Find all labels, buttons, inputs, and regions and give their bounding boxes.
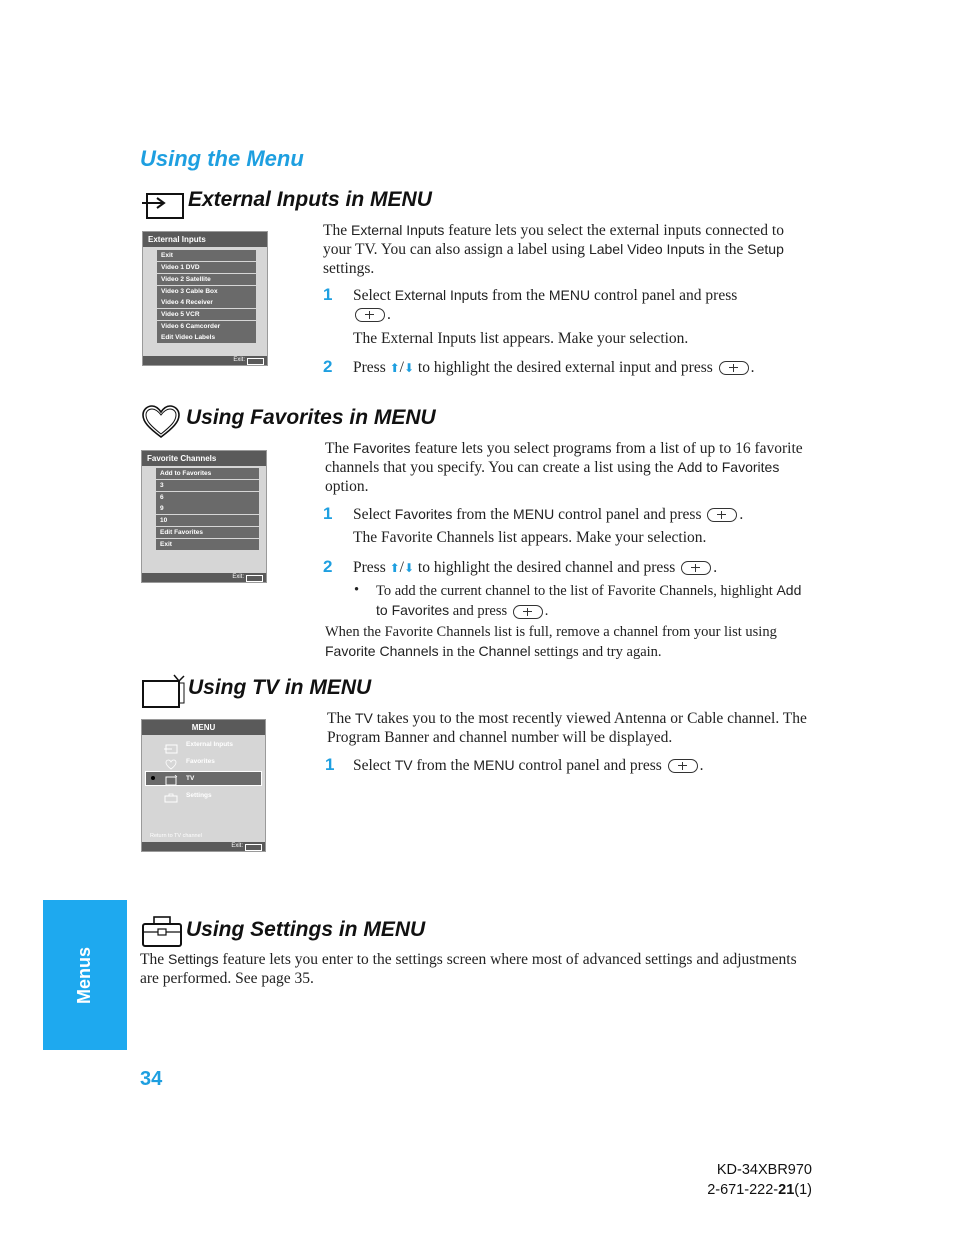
external-step1 (353, 286, 813, 324)
text: To add the current channel to the list of Favorite Channels, highlight (376, 583, 777, 599)
text: The (327, 710, 355, 727)
text: control panel and press (554, 506, 706, 523)
text: to highlight the desired channel and press (414, 559, 680, 576)
text: . (750, 359, 755, 376)
screen-item: 6 (156, 492, 259, 503)
text: . (713, 559, 718, 576)
ui-term: Add to Favorites (376, 582, 802, 618)
text: from the (452, 506, 514, 523)
toolbox-icon (141, 914, 183, 953)
screen-item: Edit Favorites (156, 527, 259, 538)
section-tab-label (43, 900, 127, 1050)
text: and press (449, 603, 511, 619)
part-number-suffix: (1) (794, 1182, 812, 1198)
screen-footer (143, 356, 267, 365)
ui-term: Favorites (352, 440, 411, 456)
ui-term: MENU (513, 506, 555, 522)
tv-small-icon (165, 773, 179, 791)
favorites-step1-note: The Favorite Channels list appears. Make your selection. (353, 529, 707, 546)
ui-term: Add to Favorites (677, 459, 780, 475)
step-number: 1 (323, 504, 333, 523)
joystick-button-icon (513, 605, 543, 619)
favorites-step2 (353, 558, 813, 578)
screen-item: Video 2 Satellite (157, 274, 256, 285)
joystick-button-icon (681, 561, 711, 575)
up-arrow-icon: ⬆ (389, 561, 400, 575)
screen-item-selected: Add to Favorites (156, 468, 259, 479)
settings-title: Using Settings in MENU (186, 918, 426, 941)
screen-header: External Inputs (143, 232, 267, 247)
favorites-step1 (353, 505, 813, 524)
screen-footer-label: Exit: (231, 843, 243, 849)
external-inputs-icon (141, 190, 185, 225)
text: Select (353, 287, 395, 304)
page-heading: Using the Menu (140, 146, 304, 171)
favorites-bullet (376, 581, 816, 621)
text: in the (704, 241, 748, 258)
text: takes you to the most recently viewed Antenna or Cable channel. The Program Banner and channel number will be displayed. (327, 710, 807, 746)
text: feature lets you enter to the settings screen where most of advanced settings and adjustments are performed. See page 35. (140, 951, 797, 987)
favorites-note (325, 623, 817, 662)
ui-term: Setup (747, 241, 784, 257)
screen-item: 3 (156, 480, 259, 491)
screen-item: Exit (157, 250, 256, 261)
text: control panel and press (590, 287, 738, 304)
screen-item: Video 5 VCR (157, 309, 256, 320)
text: . (739, 506, 744, 523)
step-number: 2 (323, 557, 333, 576)
screen-header: Favorite Channels (142, 451, 266, 466)
favorites-heart-icon (141, 404, 181, 445)
step-number: 1 (325, 755, 335, 774)
part-number-bold: 21 (778, 1182, 795, 1198)
tv-step1 (353, 756, 813, 775)
joystick-button-icon (355, 308, 385, 322)
ui-term: MENU (473, 757, 515, 773)
joystick-button-icon (668, 759, 698, 773)
menu-item-settings: Settings (186, 792, 212, 799)
menu-item-tv-highlight (145, 771, 262, 786)
text: . (699, 757, 704, 774)
screen-item: Video 3 Cable Box (157, 286, 256, 297)
ui-term: MENU (548, 287, 591, 303)
tv-icon (141, 673, 187, 714)
favorites-intro (325, 439, 815, 496)
text: The (323, 222, 351, 239)
text: / (399, 359, 404, 376)
external-step1-note: The External Inputs list appears. Make your selection. (353, 330, 689, 347)
external-inputs-screen (142, 231, 268, 366)
step-number: 2 (323, 357, 333, 376)
screen-hint: Return to TV channel (150, 833, 202, 839)
ui-term: TV (394, 757, 413, 773)
part-number-prefix: 2-671-222- (707, 1182, 779, 1198)
screen-header: MENU (142, 720, 265, 735)
joystick-button-icon (707, 508, 737, 522)
text: Select (353, 757, 395, 774)
screen-item: 10 (156, 515, 259, 526)
text: / (399, 559, 404, 576)
menu-key-icon (247, 358, 264, 365)
ui-term: Label Video Inputs (588, 241, 705, 257)
page-number: 34 (140, 1068, 163, 1090)
screen-footer-label: Exit: (233, 357, 245, 363)
text: feature lets you select the external inputs connected to your TV. You can also assign a label using (323, 222, 784, 258)
text: Select (353, 506, 395, 523)
text: When the Favorite Channels list is full, remove a channel from your list using (325, 624, 777, 640)
up-arrow-icon: ⬆ (389, 361, 400, 375)
ui-term: Channel (478, 643, 531, 659)
screen-footer (142, 842, 265, 851)
text: in the (438, 644, 479, 660)
model-info (690, 1160, 812, 1200)
text: Press (353, 559, 390, 576)
tv-intro (327, 709, 815, 747)
text: from the (488, 287, 549, 304)
step-number: 1 (323, 285, 333, 304)
favorites-screen (141, 450, 267, 583)
text: The (140, 951, 168, 968)
screen-item: Edit Video Labels (157, 332, 256, 343)
ui-term: Favorites (394, 506, 453, 522)
down-arrow-icon: ⬇ (403, 561, 415, 575)
text: feature lets you select programs from a list of up to 16 favorite channels that you specify. You can create a list using the (325, 440, 803, 476)
ui-term: External Inputs (394, 287, 489, 303)
menu-item-tv: TV (186, 775, 195, 782)
menu-key-icon (246, 575, 263, 582)
section-tab-text: Menus (74, 946, 95, 1004)
down-arrow-icon: ⬇ (403, 361, 415, 375)
text: from the (412, 757, 474, 774)
part-number (690, 1180, 812, 1200)
screen-footer-label: Exit: (232, 574, 244, 580)
text: settings and try again. (530, 644, 662, 660)
screen-footer (142, 573, 266, 582)
tv-title: Using TV in MENU (188, 676, 372, 699)
text: to highlight the desired external input and press (414, 359, 717, 376)
ui-term: Settings (167, 951, 219, 967)
menu-key-icon (245, 844, 262, 851)
favorites-title: Using Favorites in MENU (186, 406, 436, 429)
screen-item: Exit (156, 539, 259, 550)
menu-item-favorites: Favorites (186, 758, 215, 765)
external-step2 (353, 358, 813, 378)
ui-term: Favorite Channels (325, 643, 439, 659)
ui-term: TV (354, 710, 373, 726)
text: option. (325, 478, 369, 495)
external-inputs-title: External Inputs in MENU (188, 188, 432, 211)
toolbox-small-icon (164, 790, 178, 808)
text: settings. (323, 260, 375, 277)
text: . (544, 603, 549, 619)
text: Press (353, 359, 390, 376)
menu-item-external-inputs: External Inputs (186, 741, 233, 748)
screen-item: Video 6 Camcorder (157, 321, 256, 332)
model-number: KD-34XBR970 (716, 1162, 812, 1178)
bullet-mark: • (354, 582, 360, 598)
joystick-button-icon (719, 361, 749, 375)
text: . (387, 306, 391, 323)
ui-term: External Inputs (350, 222, 445, 238)
text: control panel and press (514, 757, 666, 774)
text: The (325, 440, 353, 457)
screen-item-selected: Video 1 DVD (157, 262, 256, 273)
tv-menu-screen (141, 719, 266, 852)
screen-item: Video 4 Receiver (157, 297, 256, 308)
selected-dot-icon (151, 776, 155, 780)
settings-intro (140, 950, 815, 988)
external-inputs-intro (323, 221, 813, 278)
screen-item: 9 (156, 503, 259, 514)
